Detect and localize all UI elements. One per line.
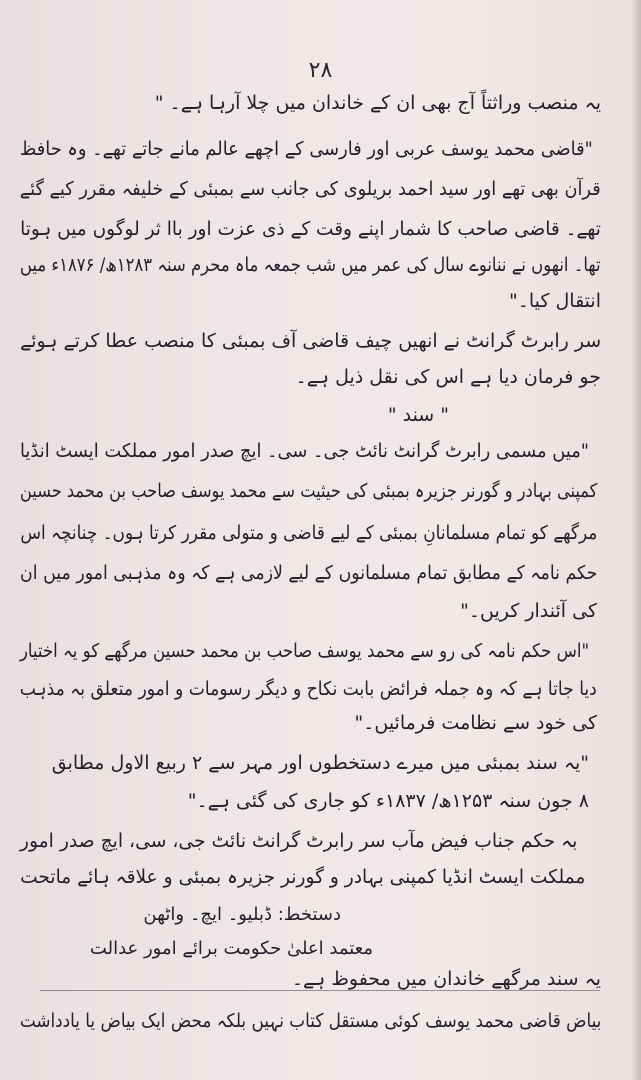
footnote-line: یہ سند مرگھے خاندان میں محفوظ ہے۔ xyxy=(291,968,601,990)
text-line: مرگھے کو تمام مسلمانانِ بمبئی کے لیے قاضی و متولی مقرر کرتا ہوں۔ چنانچہ اس xyxy=(19,522,597,544)
text-line: بہ حکم جناب فیض مآب سر رابرٹ گرانٹ نائٹ جی، سی، ایچ صدر امور xyxy=(19,830,577,852)
text-line: دیا جاتا ہے کہ وہ جملہ فرائض بابت نکاح و دیگر رسومات و امور متعلق بہ مذہب xyxy=(19,678,597,700)
footnote-line: بیاض قاضی محمد یوسف کوئی مستقل کتاب نہیں بلکہ محض ایک بیاض یا یادداشت xyxy=(19,1010,601,1032)
text-line: کی خود سے نظامت فرمائیں۔" xyxy=(354,712,597,734)
text-line: تھا۔ انھوں نے ننانوے سال کی عمر میں شب جمعہ ماہ محرم سنہ ۱۲۸۳ھ/ ۱۸۷۶ء میں xyxy=(20,254,601,276)
sanad-heading: " سند " xyxy=(387,404,449,426)
divider xyxy=(40,990,600,991)
text-line: "قاضی محمد یوسف عربی اور فارسی کے اچھے عالم مانے جاتے تھے۔ وہ حافظ xyxy=(20,138,593,160)
text-line: کمپنی بہادر و گورنر جزیرہ بمبئی کی حیثیت سے محمد یوسف صاحب بن محمد حسین xyxy=(19,480,597,502)
text-line: "اس حکم نامہ کی رو سے محمد یوسف صاحب بن محمد حسین مرگھے کو یہ اختیار xyxy=(19,640,589,662)
text-line: حکم نامہ کے مطابق تمام مسلمانوں کے لیے لازمی ہے کہ وہ مذہبی امور میں ان xyxy=(19,562,597,584)
signatory-title: معتمد اعلیٰ حکومت برائے امور عدالت xyxy=(89,938,373,959)
text-line: قرآن بھی تھے اور سید احمد بریلوی کی جانب سے بمبئی کے خلیفہ مقرر کیے گئے xyxy=(20,178,601,200)
page-number: ۲۸ xyxy=(308,58,333,83)
text-line: تھے۔ قاضی صاحب کا شمار اپنے وقت کے ذی عزت اور باا ثر لوگوں میں ہوتا xyxy=(20,218,601,240)
text-line: جو فرمان دیا ہے اس کی نقل ذیل ہے۔ xyxy=(295,366,601,388)
text-line: سر رابرٹ گرانٹ نے انھیں چیف قاضی آف بمبئی کا منصب عطا کرتے ہوئے xyxy=(19,330,601,352)
text-line: ۸ جون سنہ ۱۲۵۳ھ/ ۱۸۳۷ء کو جاری کی گئی ہے۔" xyxy=(187,790,589,812)
text-line: "میں مسمی رابرٹ گرانٹ نائٹ جی۔ سی۔ ایچ صدر امور مملکت ایسٹ انڈیا xyxy=(19,440,589,462)
text-line: مملکت ایسٹ انڈیا کمپنی بہادر و گورنر جزیرہ بمبئی و علاقہ ہائے ماتحت xyxy=(19,866,585,888)
text-line: "یہ سند بمبئی میں میرے دستخطوں اور مہر سے ۲ ربیع الاول مطابق xyxy=(51,752,589,774)
signature-line: دستخط: ڈبلیو۔ ایچ۔ واٹھن xyxy=(143,904,341,925)
text-line: انتقال کیا۔" xyxy=(509,290,601,312)
page-edge-shadow xyxy=(631,0,641,1080)
text-line: یہ منصب وراثتاً آج بھی ان کے خاندان میں چلا آرہا ہے۔ " xyxy=(154,92,601,114)
text-line: کی آئندار کریں۔" xyxy=(460,600,597,622)
